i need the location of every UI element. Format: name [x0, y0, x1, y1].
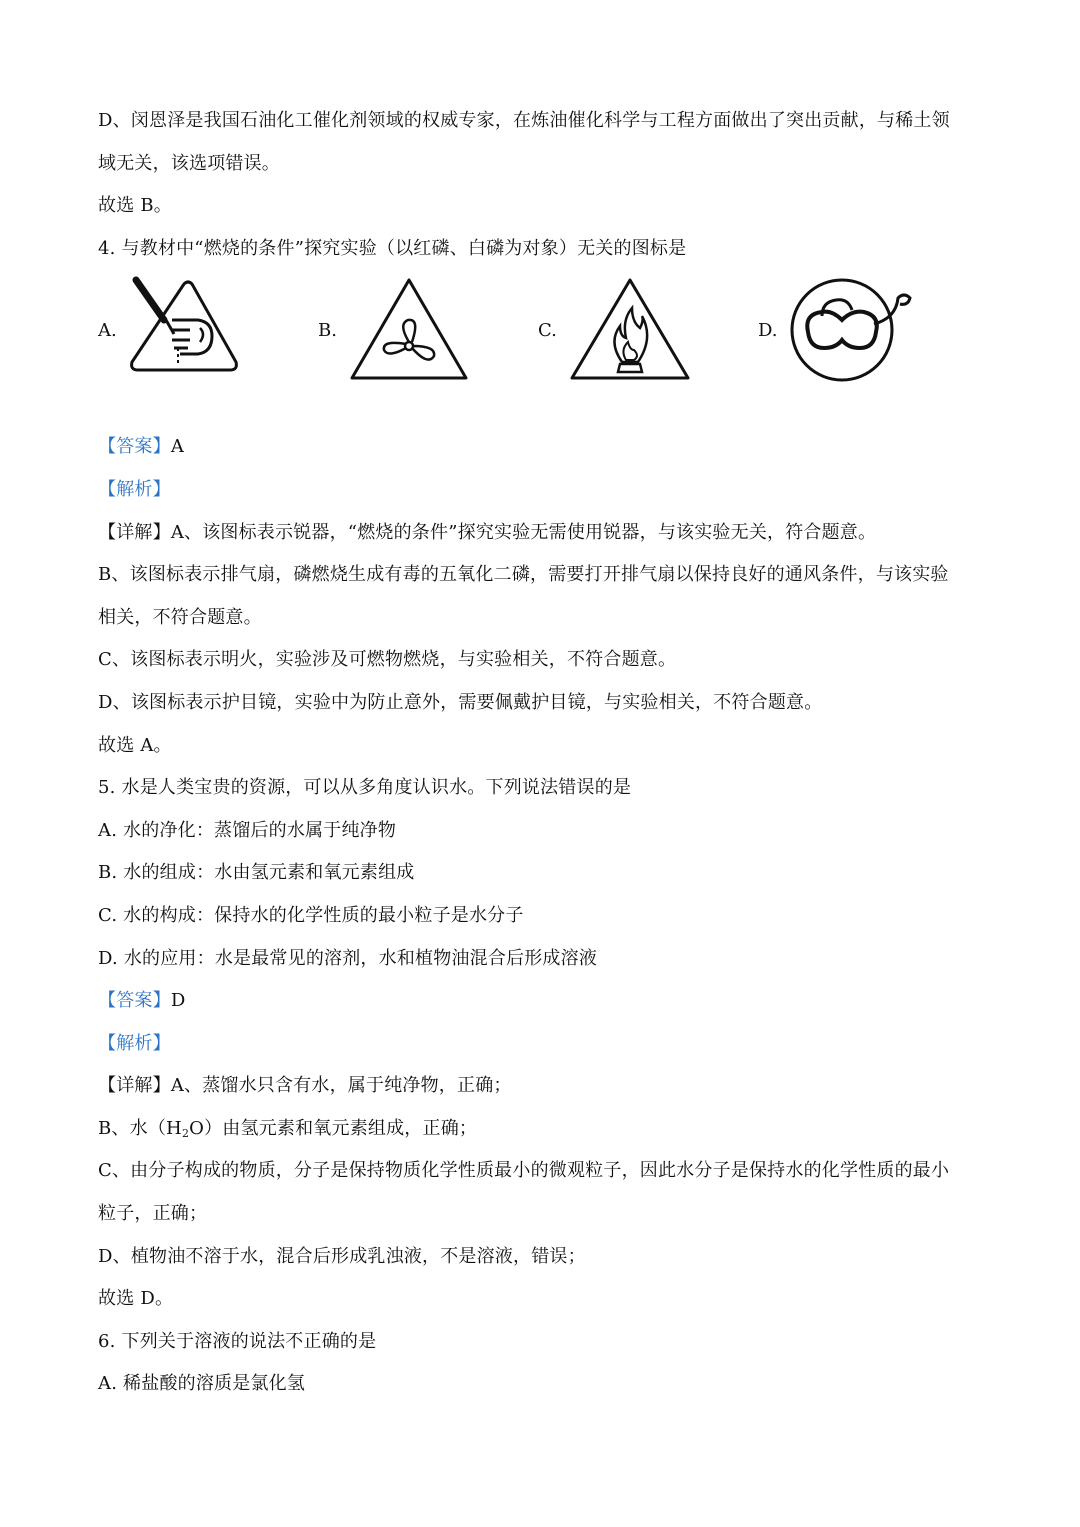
q4-analysis-tag: 【解析】 [98, 478, 171, 500]
text-line: D、植物油不溶于水，混合后形成乳浊液，不是溶液，错误； [98, 1245, 586, 1267]
text-line: D、该图标表示护目镜，实验中为防止意外，需要佩戴护目镜，与实验相关，不符合题意。 [98, 691, 823, 713]
goggles-icon [786, 276, 914, 384]
q4-answer: 【答案】A [98, 436, 185, 458]
q5-option-a: A. 水的净化：蒸馏后的水属于纯净物 [98, 819, 397, 841]
text-line: C、由分子构成的物质，分子是保持物质化学性质最小的微观粒子，因此水分子是保持水的化学性质的最小 [98, 1160, 950, 1182]
option-a [98, 276, 258, 396]
q6-option-a: A. 稀盐酸的溶质是氯化氢 [98, 1373, 306, 1395]
sharp-object-icon [128, 276, 240, 380]
text-line: 域无关，该选项错误。 [98, 152, 280, 174]
q5-answer: 【答案】D [98, 990, 186, 1012]
option-b [318, 276, 478, 396]
option-a-label: A. [98, 320, 117, 342]
text-line: B、该图标表示排气扇，磷燃烧生成有毒的五氧化二磷，需要打开排气扇以保持良好的通风条件，与该实验 [98, 564, 949, 586]
text-line: D、闵恩泽是我国石油化工催化剂领域的权威专家，在炼油催化科学与工程方面做出了突出贡献，与稀土领 [98, 110, 950, 131]
question-5-stem: 5. 水是人类宝贵的资源，可以从多角度认识水。下列说法错误的是 [98, 777, 632, 799]
option-d-label: D. [758, 320, 778, 342]
option-b-label: B. [318, 320, 337, 342]
icon-options [98, 276, 988, 416]
q5-option-d: D. 水的应用：水是最常见的溶剂，水和植物油混合后形成溶液 [98, 947, 598, 969]
option-c-label: C. [538, 320, 557, 342]
q5-option-c: C. 水的构成：保持水的化学性质的最小粒子是水分子 [98, 904, 524, 926]
question-6-stem: 6. 下列关于溶液的说法不正确的是 [98, 1330, 377, 1352]
text-line: 粒子，正确； [98, 1203, 208, 1225]
q5-detail: 【详解】A、蒸馏水只含有水，属于纯净物，正确； [98, 1075, 512, 1097]
q5-detail-b: B、水$(H_2O)$由氢元素和氧元素组成，正确； [98, 1117, 478, 1140]
exhaust-fan-icon [348, 276, 470, 384]
option-c [538, 276, 708, 396]
text-line: 故选 B。 [98, 195, 172, 217]
q5-analysis-tag: 【解析】 [98, 1032, 171, 1054]
document-page [98, 100, 988, 1406]
q4-detail: 【详解】A、该图标表示锐器，“燃烧的条件”探究实验无需使用锐器，与该实验无关，符合题意。 [98, 521, 877, 543]
q5-option-b: B. 水的组成：水由氢元素和氧元素组成 [98, 862, 415, 884]
text-line: 故选 A。 [98, 734, 172, 756]
text-line: 相关，不符合题意。 [98, 606, 262, 628]
question-4-stem: 4. 与教材中“燃烧的条件”探究实验（以红磷、白磷为对象）无关的图标是 [98, 237, 687, 259]
text-line: C、该图标表示明火，实验涉及可燃物燃烧，与实验相关，不符合题意。 [98, 649, 677, 671]
option-d [758, 276, 938, 396]
text-line: 故选 D。 [98, 1288, 174, 1310]
open-flame-icon [568, 276, 692, 384]
